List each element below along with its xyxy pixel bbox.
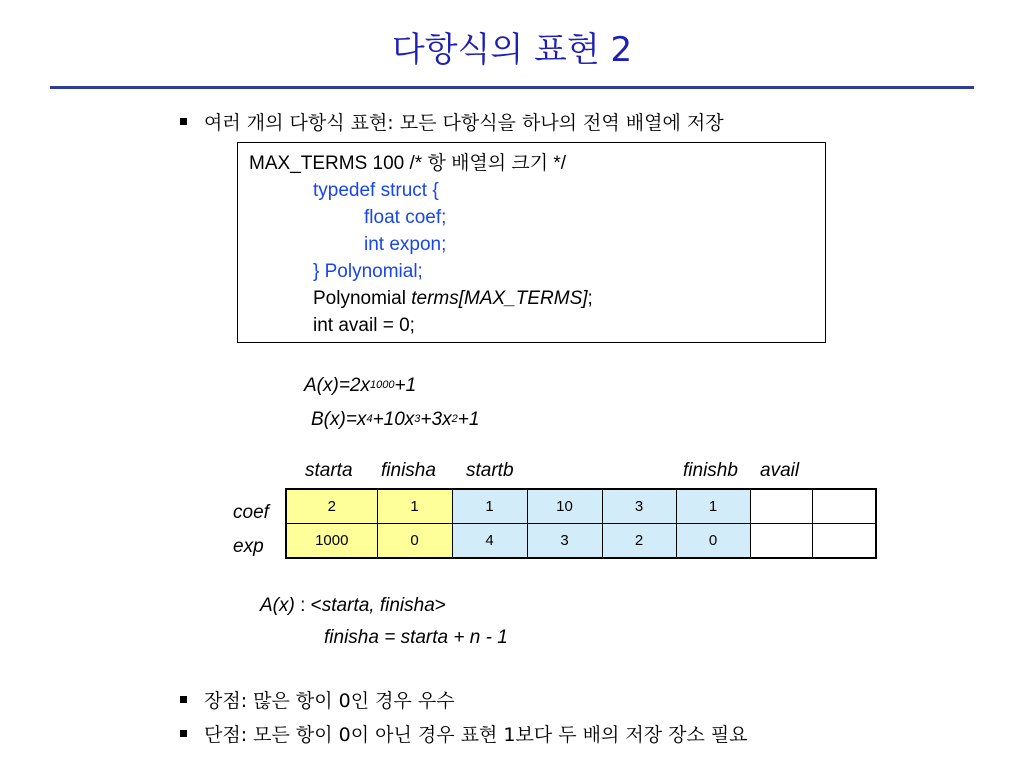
bullet-item-1	[180, 110, 724, 136]
code-text: ;	[587, 288, 593, 309]
code-line-1: MAX_TERMS 100 /* 항 배열의 크기 */	[249, 153, 567, 174]
note-text: >	[434, 595, 446, 616]
code-line-3: float coef;	[364, 207, 447, 228]
equation-exponent: 2	[451, 413, 458, 425]
square-bullet-icon	[180, 730, 187, 737]
code-line-4: int expon;	[364, 234, 447, 255]
table-cell-empty	[812, 524, 876, 559]
pointer-startb: startb	[466, 460, 514, 481]
note-text: : <	[294, 595, 322, 616]
table-cell-empty	[750, 489, 812, 524]
bullet-text: 단점: 모든 항이 0이 아닌 경우 표현 1보다 두 배의 저장 장소 필요	[204, 724, 748, 746]
table-cell-empty	[812, 489, 876, 524]
equation-text: +1	[457, 409, 480, 430]
equation-text: +3x	[420, 409, 452, 430]
row-label-coef: coef	[233, 502, 269, 523]
pointer-avail: avail	[760, 460, 800, 481]
square-bullet-icon	[180, 696, 187, 703]
square-bullet-icon	[180, 118, 187, 125]
table-row-exp	[286, 524, 876, 559]
table-cell: 2	[602, 524, 676, 559]
table-cell: 1	[452, 489, 527, 524]
bullet-text: 여러 개의 다항식 표현: 모든 다항식을 하나의 전역 배열에 저장	[204, 112, 724, 134]
pointer-starta: starta	[305, 460, 353, 481]
table-cell: 3	[527, 524, 602, 559]
table-cell: 1	[377, 489, 452, 524]
finisha-formula: finisha = starta + n - 1	[324, 627, 508, 648]
code-box	[237, 142, 826, 343]
terms-array-table	[285, 488, 877, 559]
row-label-exp: exp	[233, 536, 264, 557]
equation-exponent: 1000	[370, 379, 395, 391]
bullet-item-2	[180, 688, 455, 714]
table-cell: 0	[676, 524, 750, 559]
equation-exponent: 4	[366, 413, 373, 425]
bullet-item-3	[180, 722, 748, 748]
equation-text: A(x)=2x	[304, 375, 370, 396]
note-text: starta, finisha	[321, 595, 435, 616]
equation-a	[304, 375, 416, 397]
table-cell: 10	[527, 489, 602, 524]
slide-title: 다항식의 표현 2	[391, 30, 633, 70]
bullet-text: 장점: 많은 항이 0인 경우 우수	[204, 690, 455, 712]
note-text: A(x)	[260, 595, 295, 616]
code-line-5: } Polynomial;	[313, 261, 423, 282]
equation-text: B(x)=x	[311, 409, 367, 430]
equation-text: +10x	[372, 409, 415, 430]
title-divider	[50, 86, 974, 89]
code-line-7: int avail = 0;	[313, 315, 415, 336]
ax-range-note	[260, 595, 446, 617]
code-line-2: typedef struct {	[313, 180, 439, 201]
equation-b	[311, 409, 479, 431]
table-row-coef	[286, 489, 876, 524]
code-line-6	[313, 285, 593, 312]
equation-exponent: 3	[414, 413, 421, 425]
table-cell: 1	[676, 489, 750, 524]
table-cell-empty	[750, 524, 812, 559]
pointer-finishb: finishb	[683, 460, 738, 481]
code-italic-text: terms[MAX_TERMS]	[411, 288, 588, 309]
pointer-finisha: finisha	[381, 460, 436, 481]
table-cell: 4	[452, 524, 527, 559]
table-cell: 0	[377, 524, 452, 559]
table-cell: 1000	[286, 524, 377, 559]
equation-text: +1	[394, 375, 417, 396]
code-text: Polynomial	[313, 288, 412, 309]
table-cell: 3	[602, 489, 676, 524]
table-cell: 2	[286, 489, 377, 524]
